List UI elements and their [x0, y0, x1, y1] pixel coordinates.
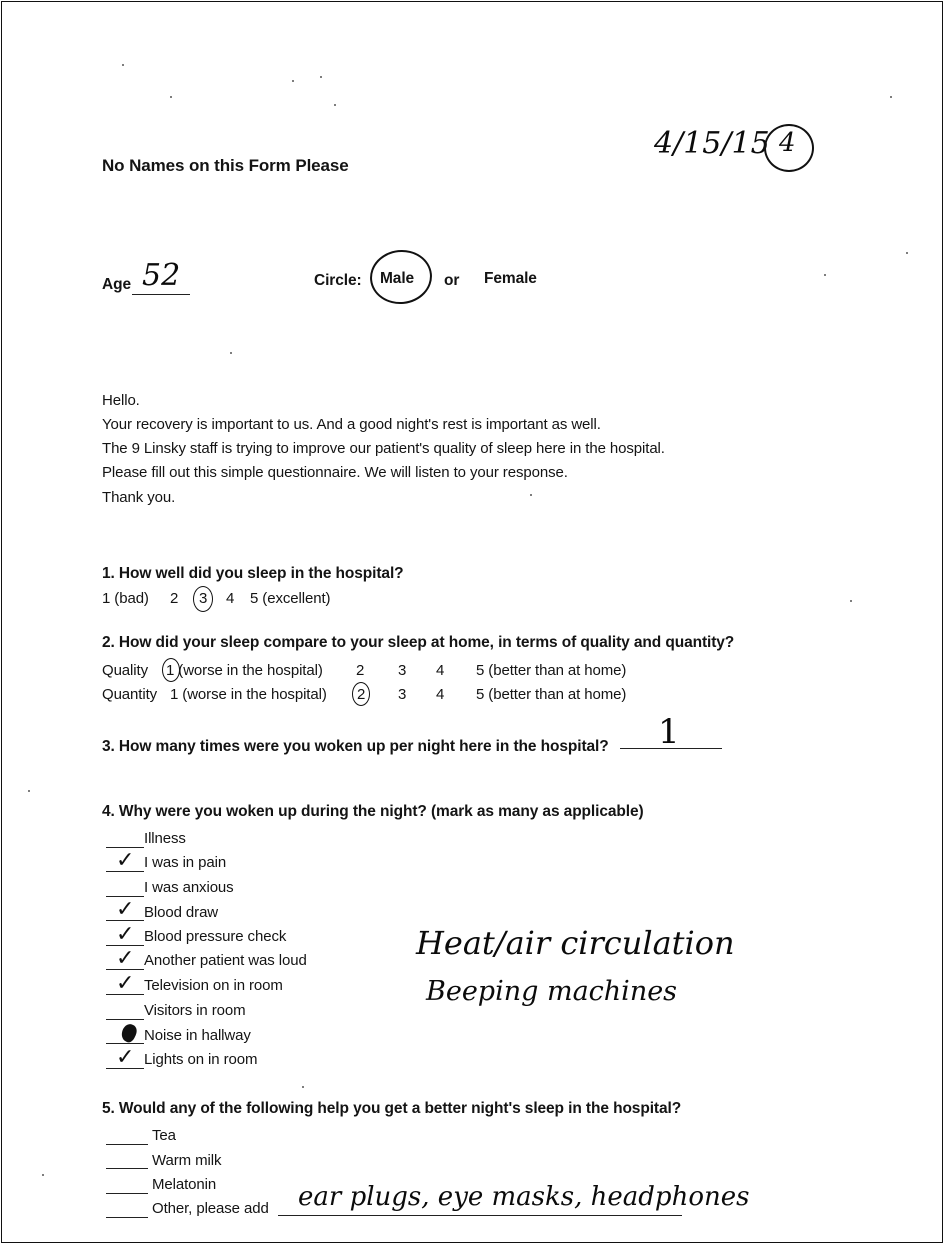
scan-speck: [28, 790, 30, 792]
q3-handwritten-answer: 1: [658, 712, 680, 752]
q4-option: Television on in room: [144, 977, 283, 994]
q1-option-4: 4: [226, 590, 235, 607]
scan-speck: [850, 600, 852, 602]
q5-option: Warm milk: [152, 1152, 222, 1169]
q2-quantity-option-3: 3: [398, 686, 407, 703]
q2-quantity-option-1: 1 (worse in the hospital): [170, 686, 327, 703]
q5-option: Melatonin: [152, 1176, 217, 1193]
q2-quality-answer-circle: [162, 658, 180, 682]
gender-female: Female: [484, 270, 537, 287]
q4-option: Noise in hallway: [144, 1027, 251, 1044]
q1-option-5: 5 (excellent): [250, 590, 331, 607]
q2-quality-option-3: 3: [398, 662, 407, 679]
q1-option-1: 1 (bad): [102, 590, 149, 607]
q4-option: Visitors in room: [144, 1002, 246, 1019]
q3-question: 3. How many times were you woken up per night here in the hospital?: [102, 738, 609, 755]
questionnaire-page: [1, 1, 943, 1243]
q2-quality-label: Quality: [102, 662, 148, 679]
q4-question: 4. Why were you woken up during the night? (mark as many as applicable): [102, 803, 644, 820]
q4-option: Illness: [144, 830, 186, 847]
q4-blank: [106, 1043, 144, 1044]
q4-checkmark: ✓: [116, 971, 135, 996]
handwritten-form-number: 4: [779, 128, 796, 158]
q2-quality-option-2: 2: [356, 662, 365, 679]
q4-handwritten-note: Heat/air circulation: [416, 924, 735, 962]
scan-speck: [122, 64, 124, 66]
q5-blank: [106, 1144, 148, 1145]
q2-quality-option-4: 4: [436, 662, 445, 679]
q5-question: 5. Would any of the following help you get a better night's sleep in the hospital?: [102, 1100, 682, 1117]
q5-option: Tea: [152, 1127, 176, 1144]
scan-speck: [42, 1174, 44, 1176]
intro-line: Hello.: [102, 392, 140, 409]
q4-checkmark: ✓: [116, 848, 135, 873]
q4-checkmark: ✓: [116, 897, 135, 922]
q1-question: 1. How well did you sleep in the hospital?: [102, 565, 404, 582]
q1-option-2: 2: [170, 590, 179, 607]
q4-filled-mark: [119, 1022, 139, 1044]
q5-other-line: [278, 1215, 682, 1216]
q2-question: 2. How did your sleep compare to your sleep at home, in terms of quality and quantity?: [102, 634, 735, 651]
q4-checkmark: ✓: [116, 1045, 135, 1070]
scan-speck: [530, 494, 532, 496]
q4-blank: [106, 1019, 144, 1020]
circle-label: Circle:: [314, 272, 362, 289]
q2-quantity-option-2: 2: [357, 686, 366, 703]
scan-speck: [334, 104, 336, 106]
handwritten-date: 4/15/15: [654, 126, 770, 161]
gender-or: or: [444, 272, 460, 289]
age-label: Age: [102, 276, 131, 293]
scan-speck: [890, 96, 892, 98]
q4-option: Another patient was loud: [144, 952, 307, 969]
scan-speck: [230, 352, 232, 354]
scan-speck: [302, 1086, 304, 1088]
q5-blank: [106, 1168, 148, 1169]
scan-speck: [292, 80, 294, 82]
intro-line: Thank you.: [102, 489, 176, 506]
q4-checkmark: ✓: [116, 946, 135, 971]
q4-option: I was anxious: [144, 879, 234, 896]
q4-option: Blood draw: [144, 904, 219, 921]
q4-handwritten-note: Beeping machines: [426, 976, 678, 1007]
intro-line: The 9 Linsky staff is trying to improve our patient's quality of sleep here in the hospital.: [102, 440, 665, 457]
q4-option: I was in pain: [144, 854, 227, 871]
q5-option: Other, please add: [152, 1200, 269, 1217]
q4-option: Blood pressure check: [144, 928, 287, 945]
age-blank-line: [132, 294, 190, 295]
q2-quantity-option-5: 5 (better than at home): [476, 686, 627, 703]
q2-quality-option-1: 1 (worse in the hospital): [166, 662, 323, 679]
q5-blank: [106, 1193, 148, 1194]
q2-quantity-option-4: 4: [436, 686, 445, 703]
scan-speck: [824, 274, 826, 276]
q2-quantity-label: Quantity: [102, 686, 158, 703]
q4-option: Lights on in room: [144, 1051, 258, 1068]
q2-quality-option-5: 5 (better than at home): [476, 662, 627, 679]
form-title: No Names on this Form Please: [102, 156, 349, 175]
q5-blank: [106, 1217, 148, 1218]
scan-speck: [906, 252, 908, 254]
intro-line: Please fill out this simple questionnaire. We will listen to your response.: [102, 464, 568, 481]
handwritten-age: 52: [142, 258, 181, 293]
q1-option-3: 3: [199, 590, 208, 607]
intro-line: Your recovery is important to us. And a good night's rest is important as well.: [102, 416, 601, 433]
gender-male: Male: [380, 270, 415, 287]
scan-speck: [170, 96, 172, 98]
scan-speck: [320, 76, 322, 78]
q5-handwritten-other: ear plugs, eye masks, headphones: [298, 1182, 750, 1212]
q4-checkmark: ✓: [116, 922, 135, 947]
q1-answer-circle: [193, 586, 213, 612]
q2-quantity-answer-circle: [352, 682, 370, 706]
